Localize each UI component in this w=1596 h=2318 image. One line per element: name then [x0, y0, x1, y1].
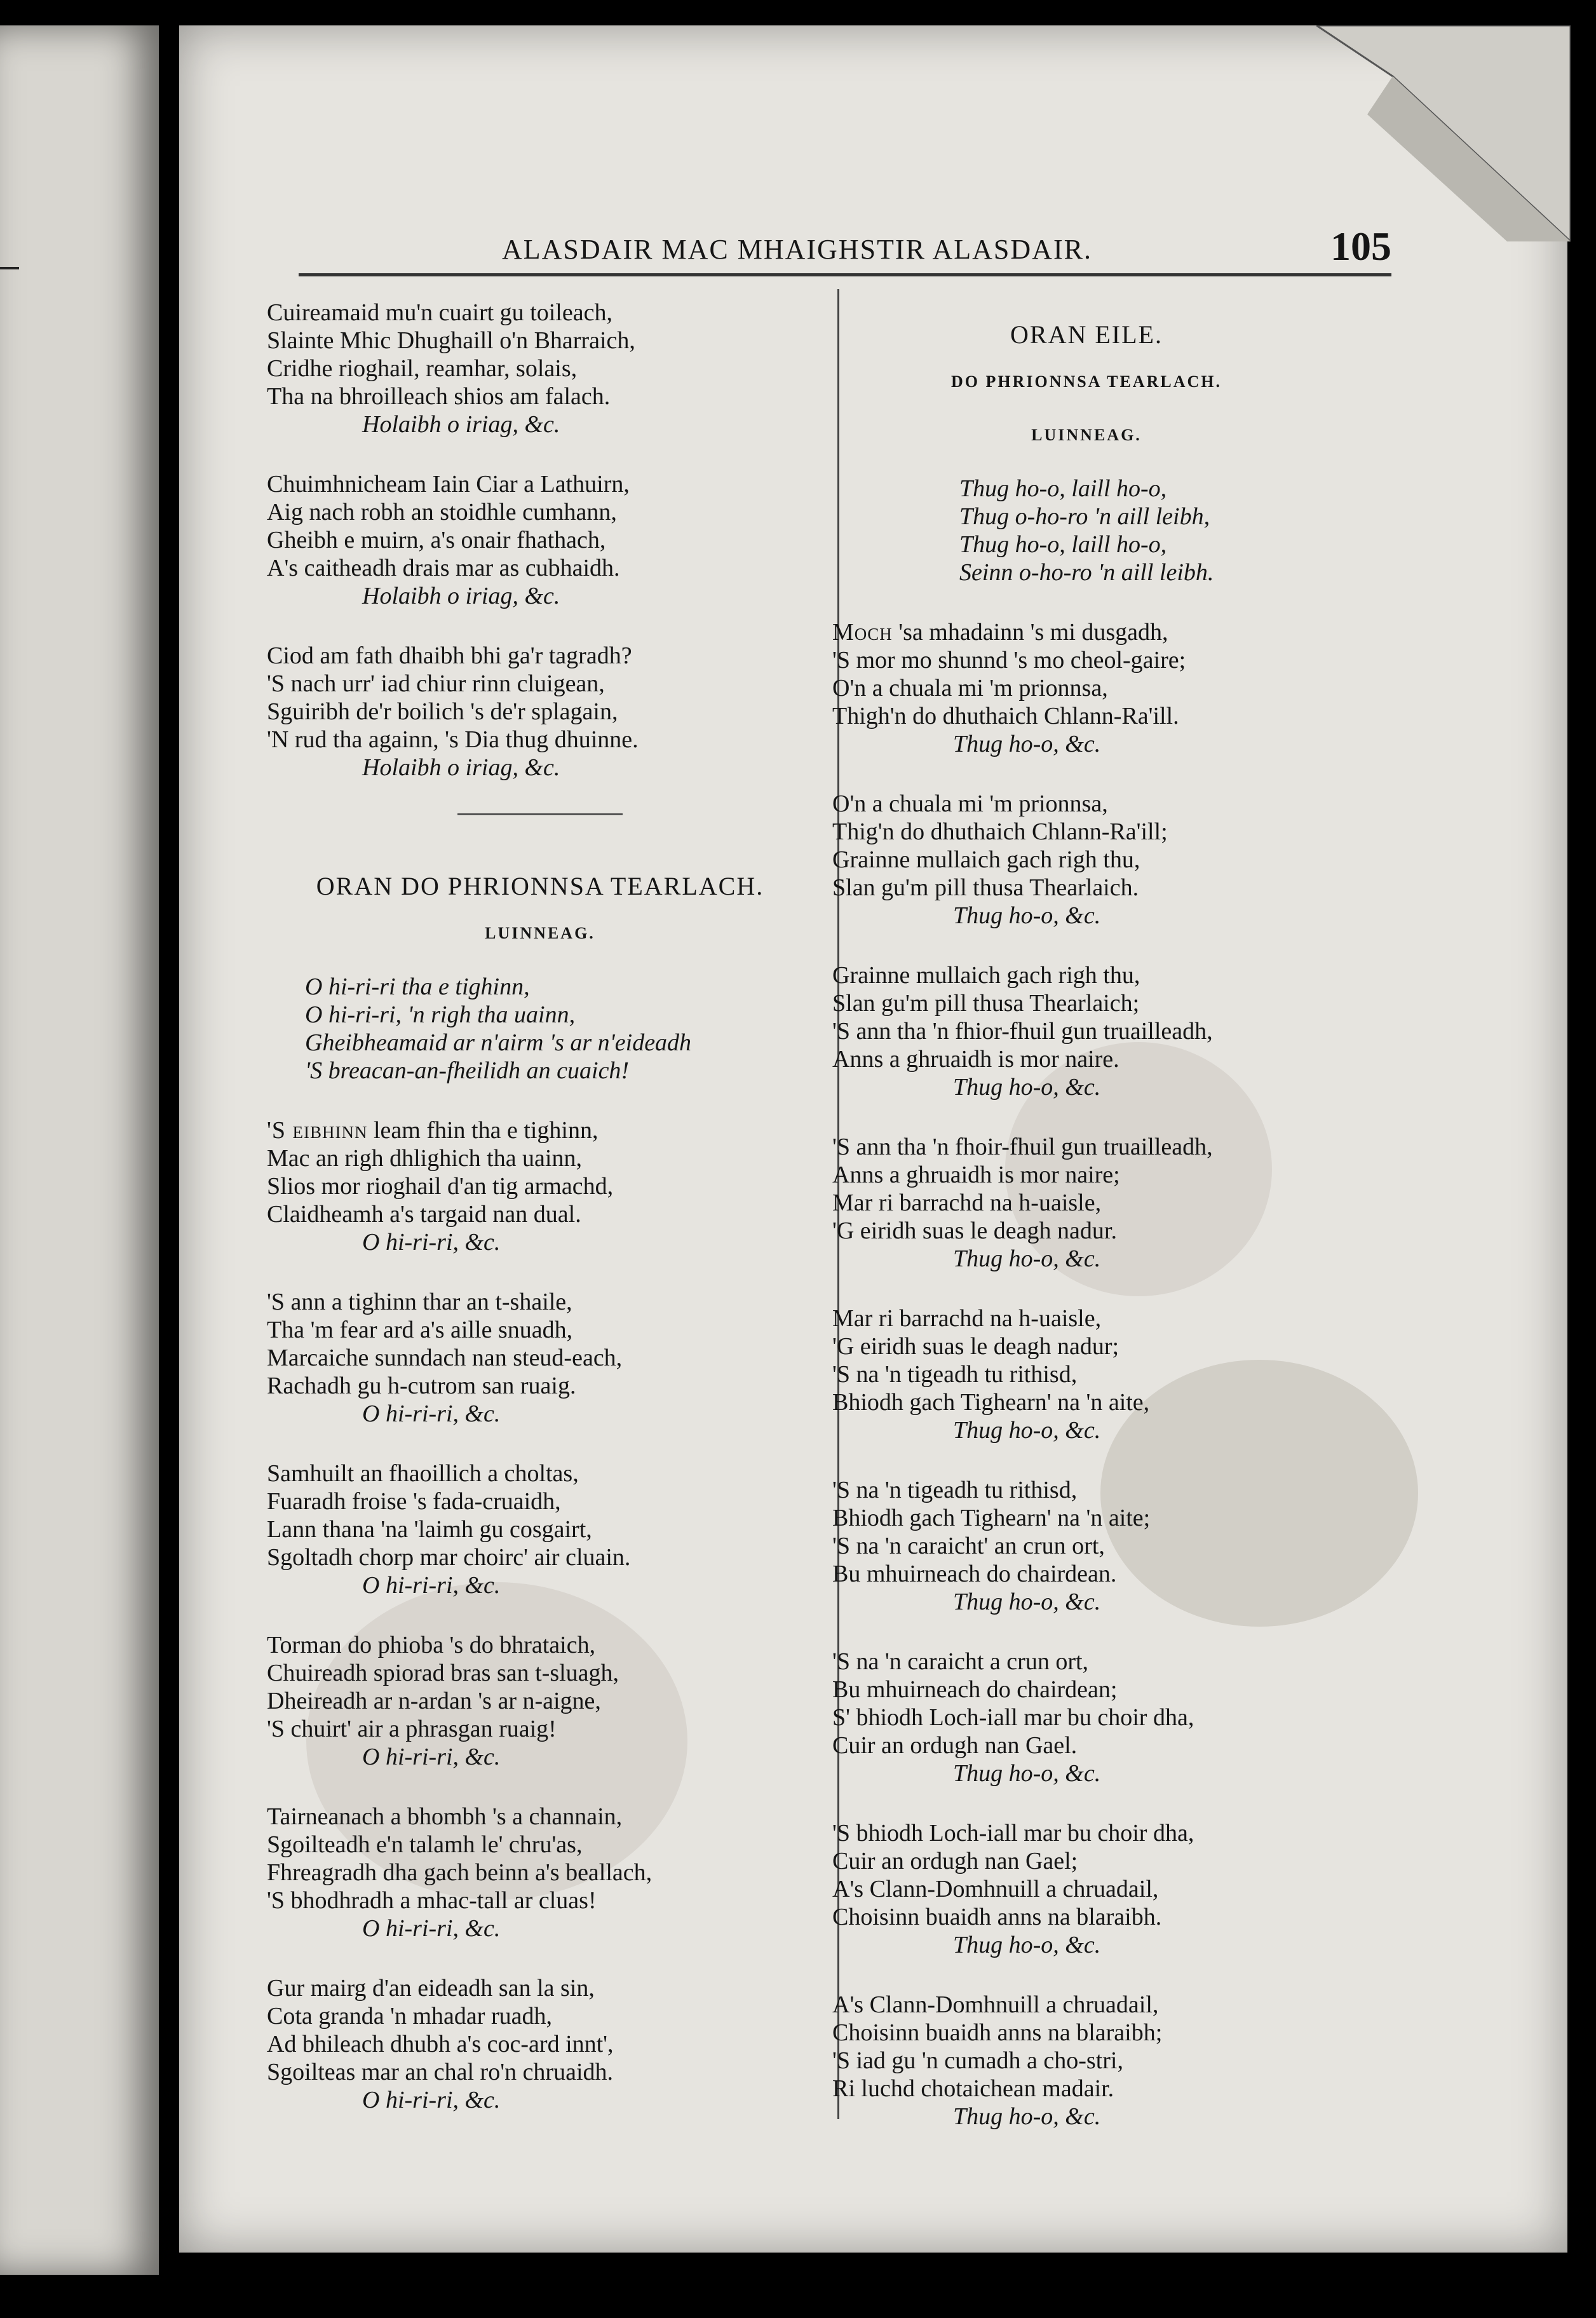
stanza: [267, 1288, 813, 1428]
verse-line: Sgoltadh chorp mar choirc' air cluain.: [267, 1544, 631, 1571]
verse-line: Cuir an ordugh nan Gael.: [832, 1732, 1078, 1759]
verse-line: Samhuilt an fhaoillich a choltas,: [267, 1460, 579, 1487]
stanza: [832, 961, 1341, 1101]
verse-line: Bu mhuirneach do chairdean.: [832, 1561, 1117, 1587]
verse-line: Sguiribh de'r boilich 's de'r splagain,: [267, 698, 618, 725]
verse-line: Grainne mullaich gach righ thu,: [832, 846, 1140, 873]
stanza: [832, 1305, 1341, 1444]
chorus-cue: O hi-ri-ri, &c.: [362, 2087, 501, 2113]
chorus-cue: O hi-ri-ri, &c.: [362, 1229, 501, 1256]
refrain: [832, 475, 1341, 586]
verse-line: Cridhe rioghail, reamhar, solais,: [267, 355, 578, 382]
verse-line: 'S na 'n caraicht' an crun ort,: [832, 1533, 1105, 1559]
verse-line: [832, 618, 1341, 646]
stanza: [832, 790, 1341, 930]
verse-line: Mar ri barrachd na h-uaisle,: [832, 1190, 1102, 1216]
verse-line: [267, 1116, 813, 1144]
verse-line: 'S na 'n tigeadh tu rithisd,: [832, 1361, 1078, 1388]
right-column: [832, 299, 1341, 2162]
verse-line: A's Clann-Domhnuill a chruadail,: [832, 1991, 1159, 2018]
verse-line: Cuir an ordugh nan Gael;: [832, 1848, 1078, 1874]
verse-line: 'S na 'n tigeadh tu rithisd,: [832, 1477, 1078, 1503]
verse-line: Aig nach robh an stoidhle cumhann,: [267, 499, 617, 525]
stanza: [267, 642, 813, 782]
refrain: [267, 973, 813, 1085]
stanza: [267, 1974, 813, 2114]
stanza: [267, 1803, 813, 1942]
verse-line: Sgoilteas mar an chal ro'n chruaidh.: [267, 2059, 614, 2085]
stanza: [832, 1133, 1341, 1273]
refrain-line: 'S breacan-an-fheilidh an cuaich!: [305, 1057, 630, 1084]
verse-line: Rachadh gu h-cutrom san ruaig.: [267, 1372, 576, 1399]
verse-line: 'S mor mo shunnd 's mo cheol-gaire;: [832, 647, 1186, 674]
chorus-cue: O hi-ri-ri, &c.: [362, 1915, 501, 1942]
chorus-cue: Holaibh o iriag, &c.: [362, 754, 560, 781]
verse-line: A's Clann-Domhnuill a chruadail,: [832, 1876, 1159, 1902]
verse-line: Slan gu'm pill thusa Thearlaich;: [832, 990, 1140, 1017]
verse-line: 'S ann tha 'n fhior-fhuil gun truailleadh,: [832, 1018, 1213, 1045]
verse-line: Gur mairg d'an eideadh san la sin,: [267, 1975, 595, 2002]
refrain-line: Thug o-ho-ro 'n aill leibh,: [959, 503, 1210, 530]
verse-line: Slan gu'm pill thusa Thearlaich.: [832, 874, 1139, 901]
verse-line: Marcaiche sunndach nan steud-each,: [267, 1345, 623, 1371]
facing-page-edge: [0, 25, 159, 2275]
verse-line: Cota granda 'n mhadar ruadh,: [267, 2003, 552, 2030]
stanza: [832, 1476, 1341, 1616]
verse-line: Chuimhnicheam Iain Ciar a Lathuirn,: [267, 471, 630, 498]
header-rule: [299, 273, 1391, 276]
verse-line: 'G eiridh suas le deagh nadur;: [832, 1333, 1119, 1360]
refrain-heading: LUINNEAG.: [485, 924, 595, 942]
verse-line: 'S ann a tighinn thar an t-shaile,: [267, 1289, 572, 1315]
refrain-heading: LUINNEAG.: [1031, 426, 1142, 444]
verse-line: Tha 'm fear ard a's aille snuadh,: [267, 1317, 573, 1343]
chorus-cue: Thug ho-o, &c.: [953, 1417, 1101, 1444]
verse-line: Slios mor rioghail d'an tig armachd,: [267, 1173, 614, 1200]
verse-line: A's caitheadh drais mar as cubhaidh.: [267, 555, 620, 581]
verse-line: Ad bhileach dhubh a's coc-ard innt',: [267, 2031, 614, 2057]
verse-line: Dheireadh ar n-ardan 's ar n-aigne,: [267, 1688, 601, 1714]
refrain-line: O hi-ri-ri, 'n righ tha uainn,: [305, 1001, 576, 1028]
verse-line: Chuireadh spiorad bras san t-sluagh,: [267, 1660, 619, 1686]
stanza: [832, 1991, 1341, 2131]
verse-line: Sgoilteadh e'n talamh le' chru'as,: [267, 1831, 583, 1858]
song-title: ORAN DO PHRIONNSA TEARLACH.: [316, 872, 764, 900]
verse-line: Fuaradh froise 's fada-cruaidh,: [267, 1488, 561, 1515]
stanza: [832, 618, 1341, 758]
verse-line: 'S nach urr' iad chiur rinn cluigean,: [267, 670, 605, 697]
folded-corner: [1316, 25, 1571, 241]
margin-mark: [0, 267, 19, 269]
opening-word: 'S eibhinn: [267, 1117, 368, 1144]
chorus-cue: Thug ho-o, &c.: [953, 731, 1101, 757]
verse-line: Bhiodh gach Tighearn' na 'n aite,: [832, 1389, 1150, 1416]
verse-line: Thig'n do dhuthaich Chlann-Ra'ill;: [832, 818, 1168, 845]
verse-line: Bu mhuirneach do chairdean;: [832, 1676, 1118, 1703]
verse-line: Anns a ghruaidh is mor naire.: [832, 1046, 1119, 1073]
stanza: [832, 1648, 1341, 1787]
verse-line: Tairneanach a bhombh 's a channain,: [267, 1803, 623, 1830]
refrain-line: Thug ho-o, laill ho-o,: [959, 475, 1167, 502]
chorus-cue: Holaibh o iriag, &c.: [362, 583, 560, 609]
page-header: [299, 219, 1391, 276]
chorus-cue: O hi-ri-ri, &c.: [362, 1744, 501, 1770]
stanza: [267, 470, 813, 610]
verse-line: Mac an righ dhlighich tha uainn,: [267, 1145, 582, 1172]
verse-line: Cuireamaid mu'n cuairt gu toileach,: [267, 299, 612, 326]
verse-line-text: 'sa mhadainn 's mi dusgadh,: [898, 619, 1168, 646]
verse-line: Mar ri barrachd na h-uaisle,: [832, 1305, 1102, 1332]
chorus-cue: Thug ho-o, &c.: [953, 902, 1101, 929]
page-number: 105: [1330, 224, 1391, 269]
verse-line: Bhiodh gach Tighearn' na 'n aite;: [832, 1505, 1151, 1531]
stanza: [832, 1819, 1341, 1959]
verse-line: Lann thana 'na 'laimh gu cosgairt,: [267, 1516, 592, 1543]
refrain-line: Seinn o-ho-ro 'n aill leibh.: [959, 559, 1214, 586]
verse-line: O'n a chuala mi 'm prionnsa,: [832, 790, 1108, 817]
verse-line: Ciod am fath dhaibh bhi ga'r tagradh?: [267, 642, 632, 669]
running-head: ALASDAIR MAC MHAIGHSTIR ALASDAIR.: [502, 234, 1092, 265]
verse-line: Claidheamh a's targaid nan dual.: [267, 1201, 581, 1228]
stanza: [267, 1116, 813, 1256]
chorus-cue: O hi-ri-ri, &c.: [362, 1572, 501, 1599]
verse-line: 'N rud tha againn, 's Dia thug dhuinne.: [267, 726, 639, 753]
refrain-line: O hi-ri-ri tha e tighinn,: [305, 973, 530, 1000]
verse-line: Slainte Mhic Dhughaill o'n Bharraich,: [267, 327, 635, 354]
verse-line: Ri luchd chotaichean madair.: [832, 2075, 1114, 2102]
refrain-line: Gheibheamaid ar n'airm 's ar n'eideadh: [305, 1029, 692, 1056]
song-title: ORAN EILE.: [1010, 320, 1163, 349]
chorus-cue: O hi-ri-ri, &c.: [362, 1400, 501, 1427]
left-column: [267, 299, 813, 2146]
section-separator: [457, 813, 623, 815]
chorus-cue: Thug ho-o, &c.: [953, 1932, 1101, 1958]
chorus-cue: Thug ho-o, &c.: [953, 1074, 1101, 1101]
verse-line: Choisinn buaidh anns na blaraibh.: [832, 1904, 1162, 1930]
chorus-cue: Thug ho-o, &c.: [953, 1589, 1101, 1615]
verse-line: 'G eiridh suas le deagh nadur.: [832, 1217, 1117, 1244]
opening-word: Moch: [832, 619, 893, 646]
chorus-cue: Holaibh o iriag, &c.: [362, 411, 560, 438]
verse-line: Fhreagradh dha gach beinn a's beallach,: [267, 1859, 653, 1886]
verse-line: Torman do phioba 's do bhrataich,: [267, 1632, 596, 1658]
verse-line: Choisinn buaidh anns na blaraibh;: [832, 2019, 1163, 2046]
verse-line: 'S chuirt' air a phrasgan ruaig!: [267, 1716, 557, 1742]
verse-line: 'S iad gu 'n cumadh a cho-stri,: [832, 2047, 1123, 2074]
song-dedication: DO PHRIONNSA TEARLACH.: [951, 372, 1222, 391]
verse-line: Anns a ghruaidh is mor naire;: [832, 1162, 1120, 1188]
verse-line: O'n a chuala mi 'm prionnsa,: [832, 675, 1108, 702]
verse-line: 'S na 'n caraicht a crun ort,: [832, 1648, 1089, 1675]
verse-line: 'S bhiodh Loch-iall mar bu choir dha,: [832, 1820, 1194, 1847]
verse-line: Gheibh e muirn, a's onair fhathach,: [267, 527, 606, 553]
stanza: [267, 299, 813, 438]
verse-line: Thigh'n do dhuthaich Chlann-Ra'ill.: [832, 703, 1179, 729]
verse-line: Grainne mullaich gach righ thu,: [832, 962, 1140, 989]
verse-line: 'S bhodhradh a mhac-tall ar cluas!: [267, 1887, 597, 1914]
verse-line-text: leam fhin tha e tighinn,: [373, 1117, 598, 1144]
stanza: [267, 1460, 813, 1599]
verse-line: 'S ann tha 'n fhoir-fhuil gun truailleadh,: [832, 1134, 1213, 1160]
chorus-cue: Thug ho-o, &c.: [953, 1760, 1101, 1787]
verse-line: Tha na bhroilleach shios am falach.: [267, 383, 611, 410]
verse-line: S' bhiodh Loch-iall mar bu choir dha,: [832, 1704, 1194, 1731]
chorus-cue: Thug ho-o, &c.: [953, 2103, 1101, 2130]
stanza: [267, 1631, 813, 1771]
refrain-line: Thug ho-o, laill ho-o,: [959, 531, 1167, 558]
chorus-cue: Thug ho-o, &c.: [953, 1245, 1101, 1272]
